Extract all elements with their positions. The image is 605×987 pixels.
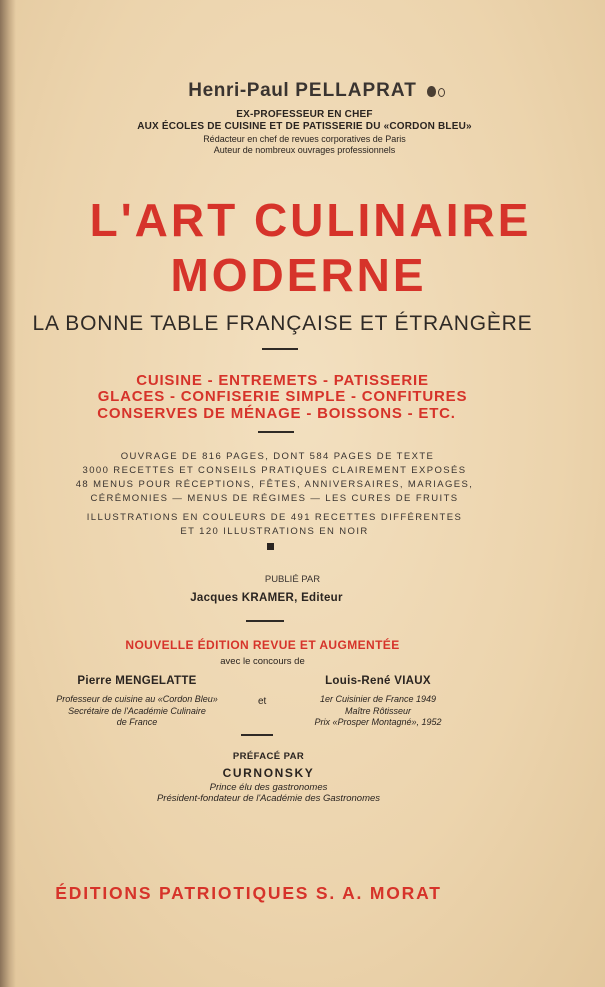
contributor-left-role-1: Professeur de cuisine au «Cordon Bleu»	[56, 694, 218, 704]
description-line-6: ET 120 ILLUSTRATIONS EN NOIR	[180, 526, 369, 537]
description-line-1: OUVRAGE DE 816 PAGES, DONT 584 PAGES DE TEXTE	[120, 451, 435, 462]
category-line-1: CUISINE - ENTREMETS - PATISSERIE	[136, 372, 429, 389]
author-credential-4: Auteur de nombreux ouvrages professionnels	[213, 145, 396, 155]
publisher-label: PUBLIÉ PAR	[264, 574, 321, 585]
preface-name: CURNONSKY	[222, 766, 315, 780]
author-credential-3: Rédacteur en chef de revues corporatives de Paris	[203, 134, 406, 144]
preface-label: PRÉFACÉ PAR	[232, 751, 305, 762]
author-name	[14, 80, 605, 102]
category-line-3: CONSERVES DE MÉNAGE - BOISSONS - ETC.	[97, 405, 456, 422]
divider	[262, 348, 298, 350]
author-credential-1: EX-PROFESSEUR EN CHEF	[236, 109, 373, 120]
publisher-imprint: ÉDITIONS PATRIOTIQUES S. A. MORAT	[55, 883, 442, 903]
medal-icon	[427, 86, 436, 97]
divider	[241, 734, 273, 736]
author-given-name: Henri-Paul	[188, 80, 290, 101]
title-line-1: L'ART CULINAIRE	[89, 194, 532, 246]
contributor-left-role-2: Secrétaire de l'Académie Culinaire	[68, 705, 206, 716]
contributor-right-role-3: Prix «Prosper Montagné», 1952	[314, 717, 442, 727]
contributor-left-name: Pierre MENGELATTE	[77, 675, 197, 687]
contributor-left-role-3: de France	[116, 717, 158, 727]
divider	[246, 620, 284, 622]
author-surname: PELLAPRAT	[295, 80, 417, 101]
contributor-right	[285, 675, 471, 729]
title-line-2: MODERNE	[170, 249, 427, 301]
description-line-5: ILLUSTRATIONS EN COULEURS DE 491 RECETTES DIFFÉRENTES	[86, 512, 463, 523]
contributor-right-name: Louis-René VIAUX	[325, 675, 431, 687]
description-line-2: 3000 RECETTES ET CONSEILS PRATIQUES CLAIREMENT EXPOSÉS	[82, 465, 467, 476]
edition-with: avec le concours de	[220, 656, 305, 667]
edition-headline: NOUVELLE ÉDITION REVUE ET AUGMENTÉE	[125, 638, 400, 652]
description-line-4: CÉRÉMONIES — MENUS DE RÉGIMES — LES CURES DE FRUITS	[90, 493, 459, 504]
divider	[258, 431, 294, 433]
subtitle: LA BONNE TABLE FRANÇAISE ET ÉTRANGÈRE	[32, 312, 533, 335]
publisher-name: Jacques KRAMER, Editeur	[190, 592, 343, 604]
author-credential-2: AUX ÉCOLES DE CUISINE ET DE PATISSERIE DU «CORDON BLEU»	[137, 121, 472, 132]
contributor-left	[28, 675, 246, 729]
ornament-square	[267, 543, 274, 550]
conjunction: et	[258, 696, 267, 707]
contributor-right-role-1: 1er Cuisinier de France 1949	[319, 694, 437, 704]
ribbon-icon	[438, 88, 445, 97]
description-line-3: 48 MENUS POUR RÉCEPTIONS, FÊTES, ANNIVERSAIRES, MARIAGES,	[75, 479, 474, 490]
preface-line-2: Président-fondateur de l'Académie des Gastronomes	[156, 793, 381, 804]
category-line-2: GLACES - CONFISERIE SIMPLE - CONFITURES	[97, 388, 468, 405]
contributor-right-role-2: Maître Rôtisseur	[344, 705, 412, 716]
preface-line-1: Prince élu des gastronomes	[209, 782, 328, 793]
